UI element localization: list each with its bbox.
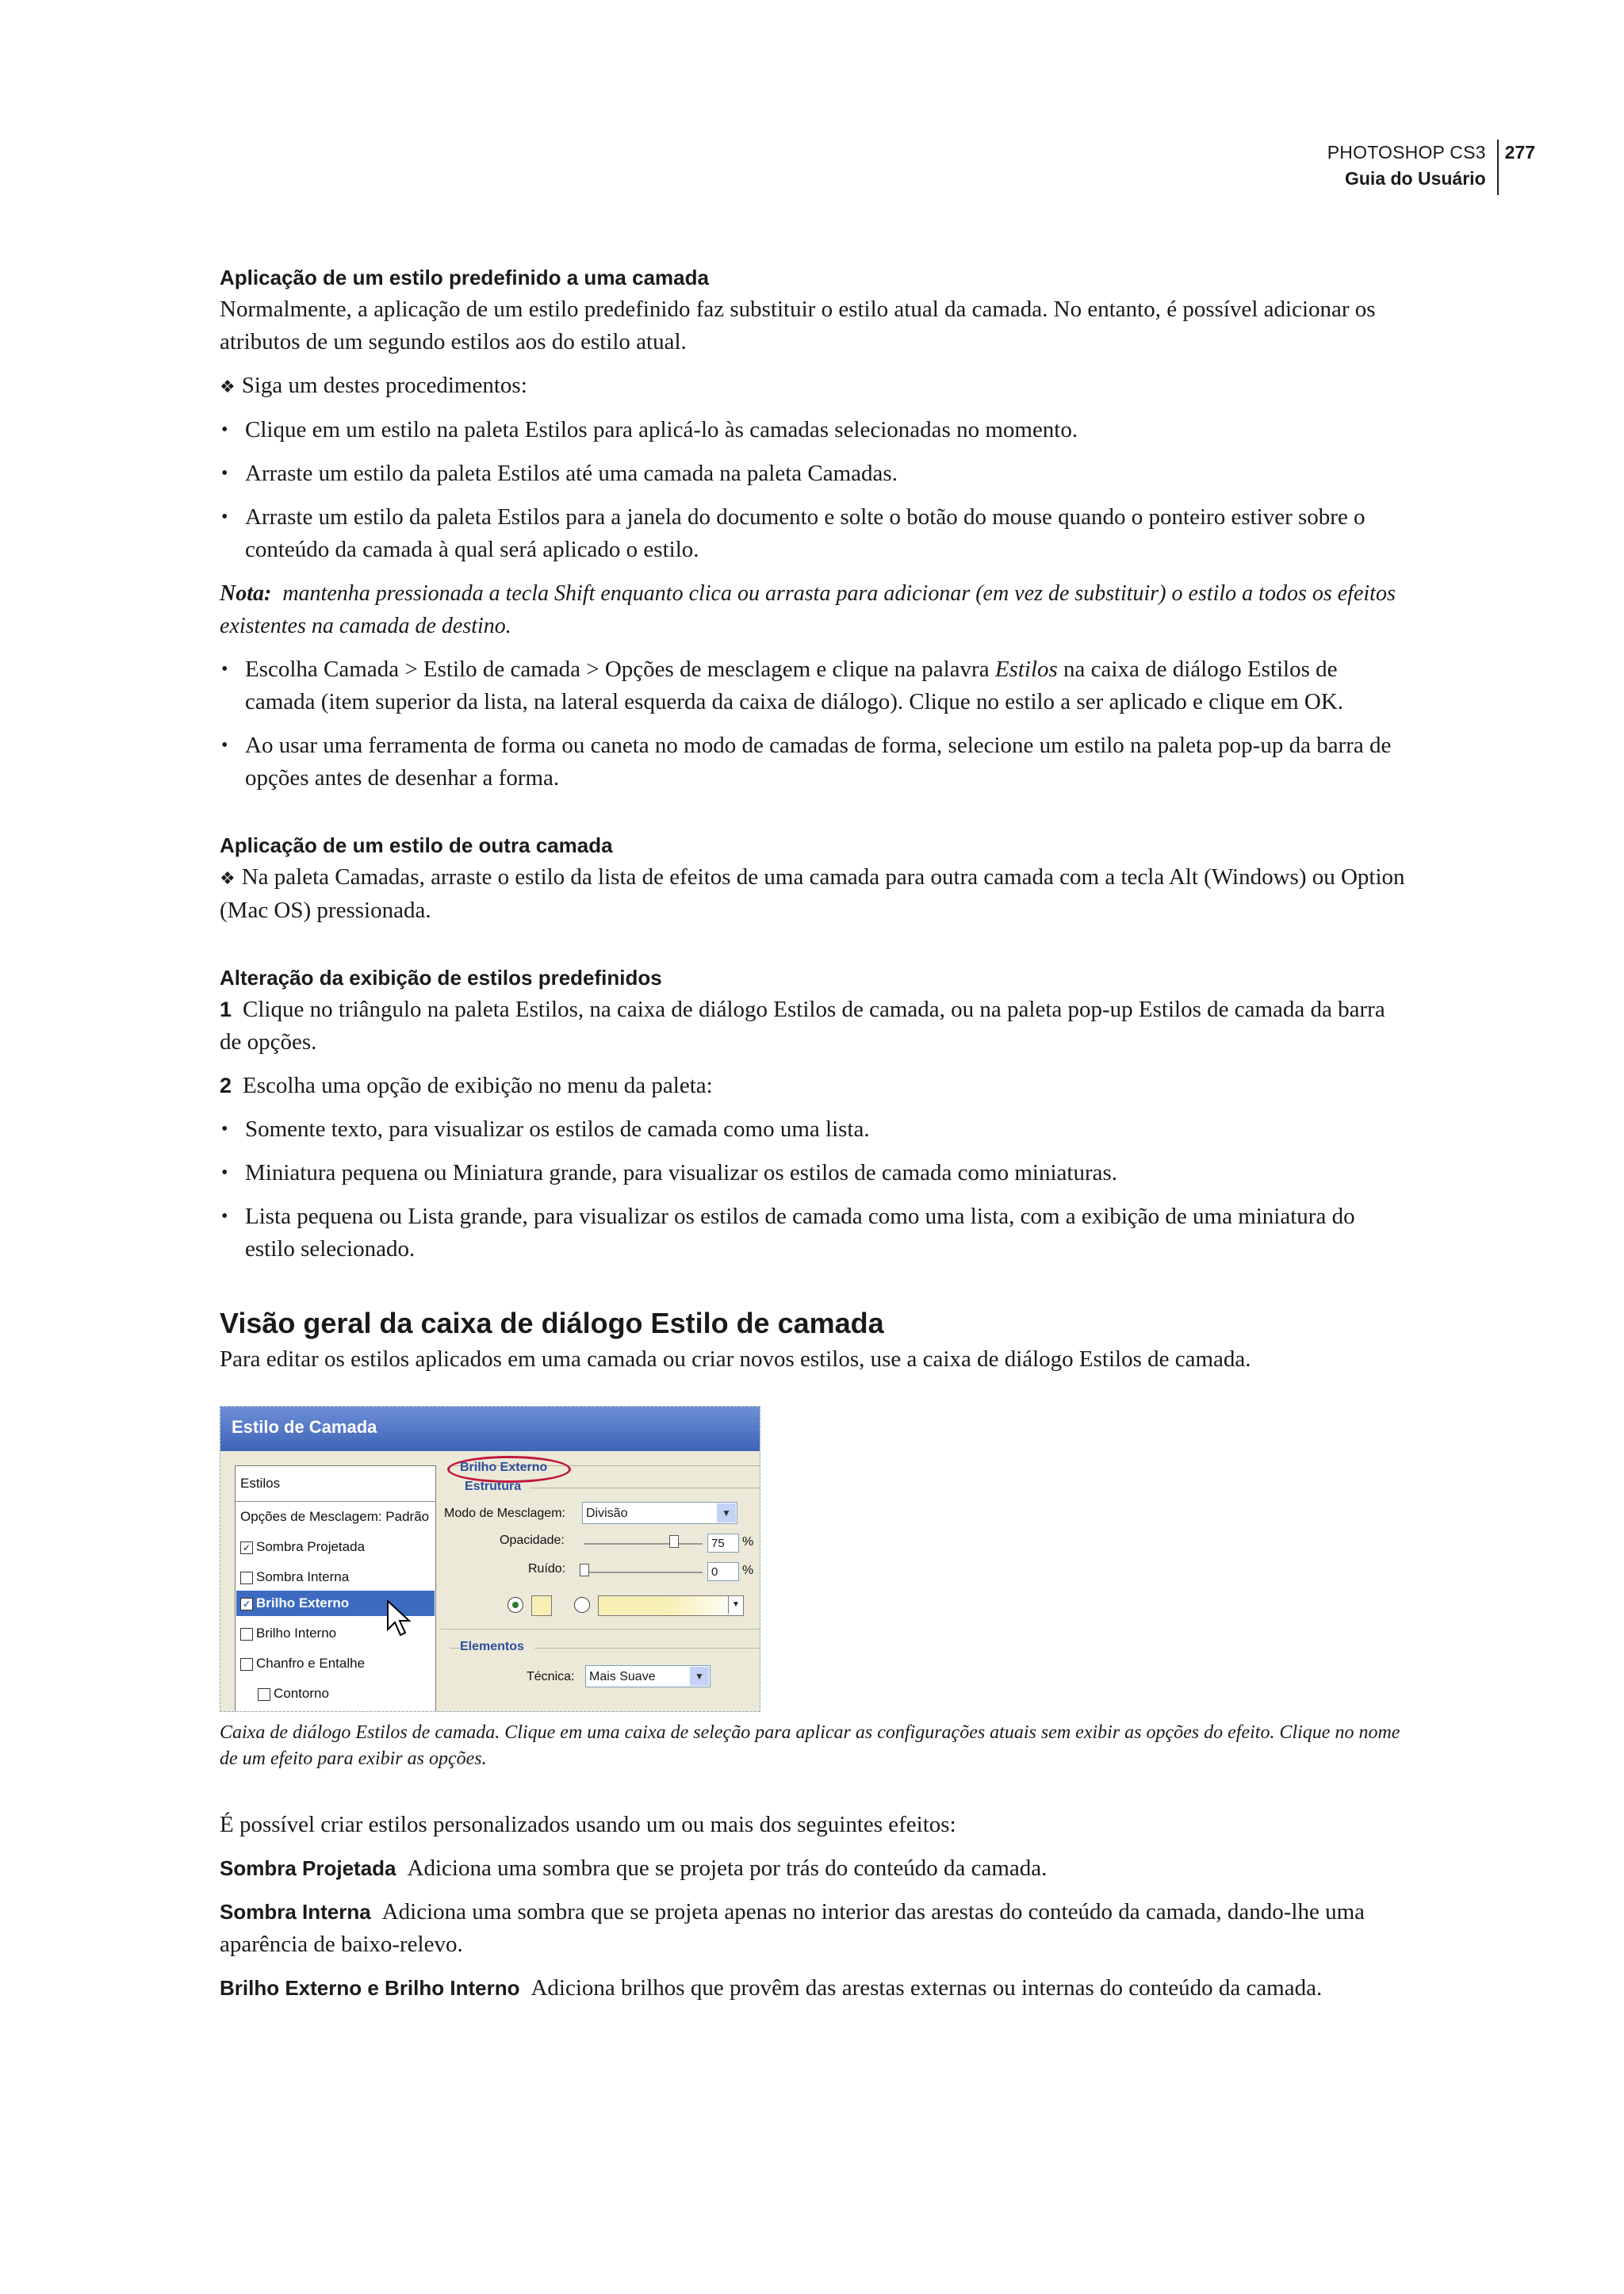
- definition: [220, 1852, 1409, 1885]
- checkbox[interactable]: [240, 1572, 253, 1584]
- separator: [441, 1629, 760, 1630]
- technique-select[interactable]: [585, 1665, 710, 1687]
- definition: [220, 1972, 1409, 2005]
- list-item-text: na caixa de diálogo Estilos de camada (item superior da lista, na lateral esquerda da caixa de diálogo). Clique no estilo a ser aplicado e clique em OK.: [245, 657, 1344, 714]
- list-item-blending-options[interactable]: Opções de Mesclagem: Padrão: [240, 1509, 430, 1524]
- list-item-bevel-emboss[interactable]: [240, 1651, 365, 1676]
- list-item: • Somente texto, para visualizar os estilos de camada como uma lista.: [220, 1113, 1409, 1146]
- paragraph: É possível criar estilos personalizados usando um ou mais dos seguintes efeitos:: [220, 1812, 956, 1837]
- noise-label: Ruído:: [528, 1562, 566, 1576]
- noise-field[interactable]: 0: [707, 1562, 739, 1581]
- noise-slider-thumb[interactable]: [580, 1564, 589, 1576]
- paragraph: Para editar os estilos aplicados em uma camada ou criar novos estilos, use a caixa de diálogo Estilos de camada.: [220, 1346, 1251, 1372]
- blend-mode-select[interactable]: [582, 1502, 737, 1524]
- list-item-italic: Estilos: [994, 657, 1058, 682]
- opacity-field[interactable]: 75: [707, 1534, 739, 1553]
- header-guide: Guia do Usuário: [1344, 168, 1486, 189]
- section-heading: Aplicação de um estilo de outra camada: [220, 833, 613, 857]
- term: Sombra Projetada: [220, 1856, 396, 1880]
- technique-label: Técnica:: [527, 1670, 575, 1683]
- noise-percent: %: [742, 1564, 754, 1577]
- list-item-label: Contorno: [274, 1686, 329, 1701]
- list-item-inner-shadow[interactable]: [240, 1564, 349, 1590]
- checkbox[interactable]: [240, 1658, 253, 1671]
- note-label: Nota:: [220, 581, 272, 606]
- elements-label: Elementos: [460, 1640, 524, 1653]
- technique-value: Mais Suave: [589, 1670, 656, 1683]
- note: [220, 577, 1409, 642]
- opacity-label: Opacidade:: [500, 1534, 565, 1547]
- header-product: PHOTOSHOP CS3: [1327, 142, 1486, 163]
- glow-gradient-select[interactable]: [598, 1595, 744, 1616]
- group-line: [450, 1648, 460, 1649]
- list-item-outer-glow[interactable]: [240, 1591, 349, 1616]
- list-item: • Arraste um estilo da paleta Estilos até uma camada na paleta Camadas.: [220, 458, 1409, 490]
- checkbox[interactable]: [258, 1688, 270, 1701]
- step-number: 2: [220, 1074, 232, 1097]
- blend-mode-value: Divisão: [586, 1507, 628, 1520]
- styles-list: [235, 1465, 436, 1712]
- diamond-bullet-icon: ❖: [220, 868, 236, 888]
- note-text: mantenha pressionada a tecla Shift enquanto clica ou arrasta para adicionar (em vez de substituir) o estilo a todos os efeitos existentes na camada de destino.: [220, 581, 1396, 638]
- dialog-body: [220, 1451, 760, 1711]
- list-item: • Arraste um estilo da paleta Estilos para a janela do documento e solte o botão do mouse quando o ponteiro estiver sobre o conteúdo da camada à qual será aplicado o estilo.: [220, 501, 1409, 566]
- term: Sombra Interna: [220, 1900, 371, 1924]
- main-content: [220, 262, 1409, 2005]
- figure-caption: Caixa de diálogo Estilos de camada. Clique em uma caixa de seleção para aplicar as configurações atuais sem exibir as opções do efeito. Clique no nome de um efeito para exibir as opções.: [220, 1722, 1400, 1769]
- list-item: • Miniatura pequena ou Miniatura grande, para visualizar os estilos de camada como miniaturas.: [220, 1157, 1409, 1189]
- step-text: Clique no triângulo na paleta Estilos, na caixa de diálogo Estilos de camada, ou na paleta pop-up Estilos de camada da barra de opções.: [220, 997, 1385, 1055]
- gradient-radio-button[interactable]: [574, 1597, 590, 1613]
- instruction-text: Siga um destes procedimentos:: [241, 373, 527, 398]
- list-item-contour[interactable]: [258, 1681, 329, 1706]
- list-item-estilos[interactable]: Estilos: [240, 1476, 281, 1491]
- instruction: [220, 370, 1409, 403]
- page-header: [1327, 140, 1535, 195]
- section-heading: Alteração da exibição de estilos predefinidos: [220, 966, 662, 990]
- mouse-pointer-icon: [386, 1599, 413, 1637]
- color-radio-button[interactable]: [508, 1597, 523, 1613]
- structure-label: Estrutura: [465, 1480, 522, 1493]
- radio-dot: [512, 1602, 519, 1608]
- term: Brilho Externo e Brilho Interno: [220, 1976, 520, 2000]
- divider: [236, 1501, 435, 1502]
- list-item-text: Escolha Camada > Estilo de camada > Opções de mesclagem e clique na palavra: [245, 657, 995, 682]
- chevron-down-icon: ▼: [728, 1596, 743, 1614]
- layer-style-dialog-screenshot: [220, 1406, 760, 1712]
- step-text: Escolha uma opção de exibição no menu da paleta:: [243, 1073, 713, 1098]
- page-number: 277: [1504, 142, 1535, 163]
- list-item: [220, 653, 1409, 718]
- step: [220, 1070, 1409, 1102]
- group-line: [534, 1648, 760, 1649]
- step-number: 1: [220, 998, 232, 1021]
- opacity-slider-track[interactable]: [584, 1543, 703, 1545]
- chevron-down-icon: ▼: [717, 1503, 736, 1522]
- list-item-label: Sombra Interna: [256, 1569, 350, 1584]
- section-title: Visão geral da caixa de diálogo Estilo de camada: [220, 1307, 884, 1339]
- list-item: • Ao usar uma ferramenta de forma ou caneta no modo de camadas de forma, selecione um estilo na paleta pop-up da barra de opções antes de desenhar a forma.: [220, 730, 1409, 795]
- step: [220, 994, 1409, 1059]
- dialog-titlebar: [220, 1407, 760, 1451]
- group-title: Brilho Externo: [460, 1461, 548, 1474]
- blend-mode-label: Modo de Mesclagem:: [444, 1507, 565, 1520]
- checkbox[interactable]: ✓: [240, 1541, 253, 1554]
- definition: [220, 1896, 1409, 1961]
- dialog-title: Estilo de Camada: [232, 1417, 377, 1437]
- term-description: Adiciona uma sombra que se projeta apenas no interior das arestas do conteúdo da camada, dando-lhe uma aparência de baixo-relevo.: [220, 1899, 1365, 1957]
- list-item-label: Sombra Projetada: [256, 1539, 366, 1554]
- list-item-inner-glow[interactable]: [240, 1621, 336, 1646]
- opacity-percent: %: [742, 1535, 754, 1549]
- noise-slider-track[interactable]: [584, 1572, 703, 1573]
- list-item-label: Brilho Interno: [256, 1626, 337, 1641]
- list-item: • Lista pequena ou Lista grande, para visualizar os estilos de camada como uma lista, com a exibição de uma miniatura do estilo selecionado.: [220, 1201, 1409, 1266]
- list-item-drop-shadow[interactable]: [240, 1534, 365, 1560]
- diamond-bullet-icon: ❖: [220, 377, 236, 396]
- paragraph: Normalmente, a aplicação de um estilo predefinido faz substituir o estilo atual da camada. No entanto, é possível adicionar os atributos de um segundo estilos aos do estilo atual.: [220, 297, 1376, 354]
- section-heading: Aplicação de um estilo predefinido a uma camada: [220, 266, 709, 289]
- term-description: Adiciona uma sombra que se projeta por trás do conteúdo da camada.: [407, 1855, 1048, 1881]
- header-title-block: [1327, 140, 1499, 195]
- checkbox[interactable]: ✓: [240, 1598, 253, 1610]
- list-item-label: Brilho Externo: [256, 1595, 350, 1610]
- chevron-down-icon: ▼: [690, 1667, 709, 1686]
- list-item-label: Chanfro e Entalhe: [256, 1656, 366, 1671]
- instruction: [220, 861, 1409, 927]
- checkbox[interactable]: [240, 1628, 253, 1641]
- opacity-slider-thumb[interactable]: [669, 1535, 679, 1548]
- list-item: • Clique em um estilo na paleta Estilos para aplicá-lo às camadas selecionadas no momento.: [220, 414, 1409, 446]
- instruction-text: Na paleta Camadas, arraste o estilo da lista de efeitos de uma camada para outra camada com a tecla Alt (Windows) ou Option (Mac OS) pressionada.: [220, 864, 1405, 923]
- glow-color-swatch[interactable]: [531, 1595, 552, 1616]
- term-description: Adiciona brilhos que provêm das arestas externas ou internas do conteúdo da camada.: [530, 1975, 1323, 2001]
